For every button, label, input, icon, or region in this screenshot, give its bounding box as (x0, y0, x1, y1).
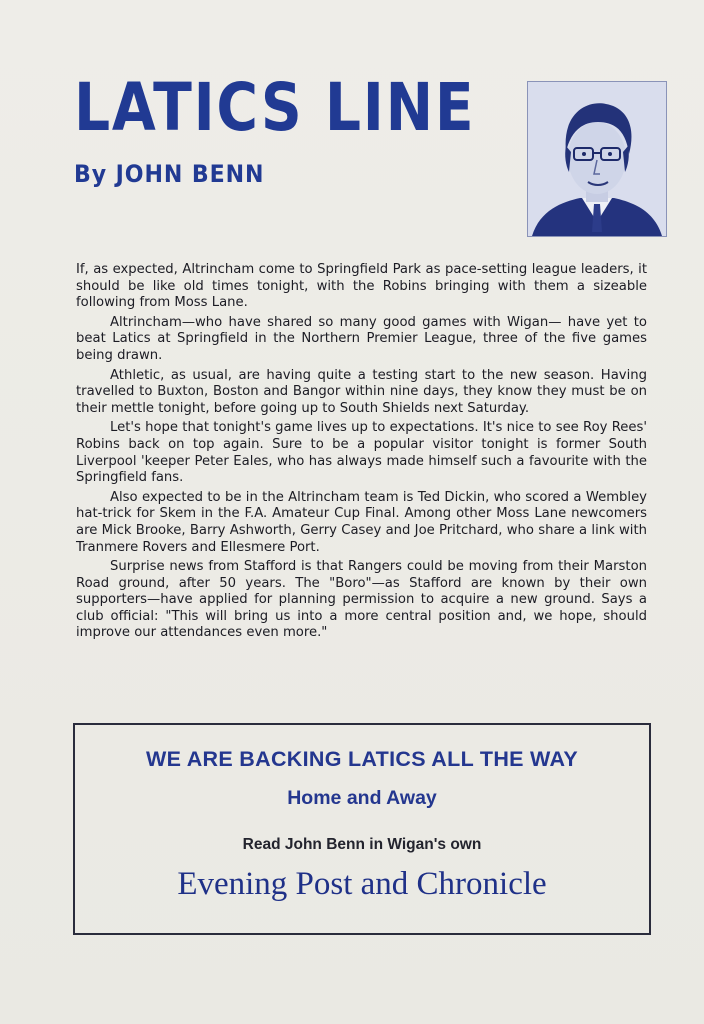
portrait-photo (527, 81, 667, 237)
article-paragraph: Athletic, as usual, are having quite a testing start to the new season. Having travelled to Buxton, Boston and Bangor within nine days, they know they must be on their mettle tonight, before going up to South Shields next Saturday. (76, 367, 647, 416)
article-paragraph: Surprise news from Stafford is that Rangers could be moving from their Marston Road ground, after 50 years. The "Boro"—as Stafford are known by their own supporters—have applied for planning permission to acquire a new ground. Says a club official: "This will bring us into a more central position and, we hope, should improve our attendances even more." (76, 559, 647, 641)
byline: By JOHN BENN (74, 160, 265, 188)
newspaper-advert (73, 723, 651, 935)
article-paragraph: Also expected to be in the Altrincham team is Ted Dickin, who scored a Wembley hat-trick for Skem in the F.A. Amateur Cup Final. Among other Moss Lane newcomers are Mick Brooke, Barry Ashworth, Gerry Casey and Joe Pritchard, who share a link with Tranmere Rovers and Ellesmere Port. (76, 489, 647, 555)
column-title: LATICS LINE (74, 69, 476, 146)
article-paragraph: Let's hope that tonight's game lives up to expectations. It's nice to see Roy Rees' Robins back on top again. Sure to be a popular visitor tonight is former South Liverpool 'keeper Peter Eales, who has always made himself such a favourite with the Springfield fans. (76, 420, 647, 486)
advert-subline: Home and Away (287, 787, 437, 809)
portrait-photo-icon (528, 82, 666, 236)
advert-newspaper-name: Evening Post and Chronicle (177, 866, 547, 902)
advert-read-line: Read John Benn in Wigan's own (242, 836, 482, 853)
article-paragraph: If, as expected, Altrincham come to Springfield Park as pace-setting league leaders, it should be like old times tonight, with the Robins bringing with them a sizeable following from Moss Lane. (76, 262, 647, 311)
article-paragraph: Altrincham—who have shared so many good games with Wigan— have yet to beat Latics at Springfield in the Northern Premier League, three of the five games being drawn. (76, 314, 647, 363)
advert-headline: WE ARE BACKING LATICS ALL THE WAY (146, 747, 578, 771)
article-body (76, 262, 647, 645)
